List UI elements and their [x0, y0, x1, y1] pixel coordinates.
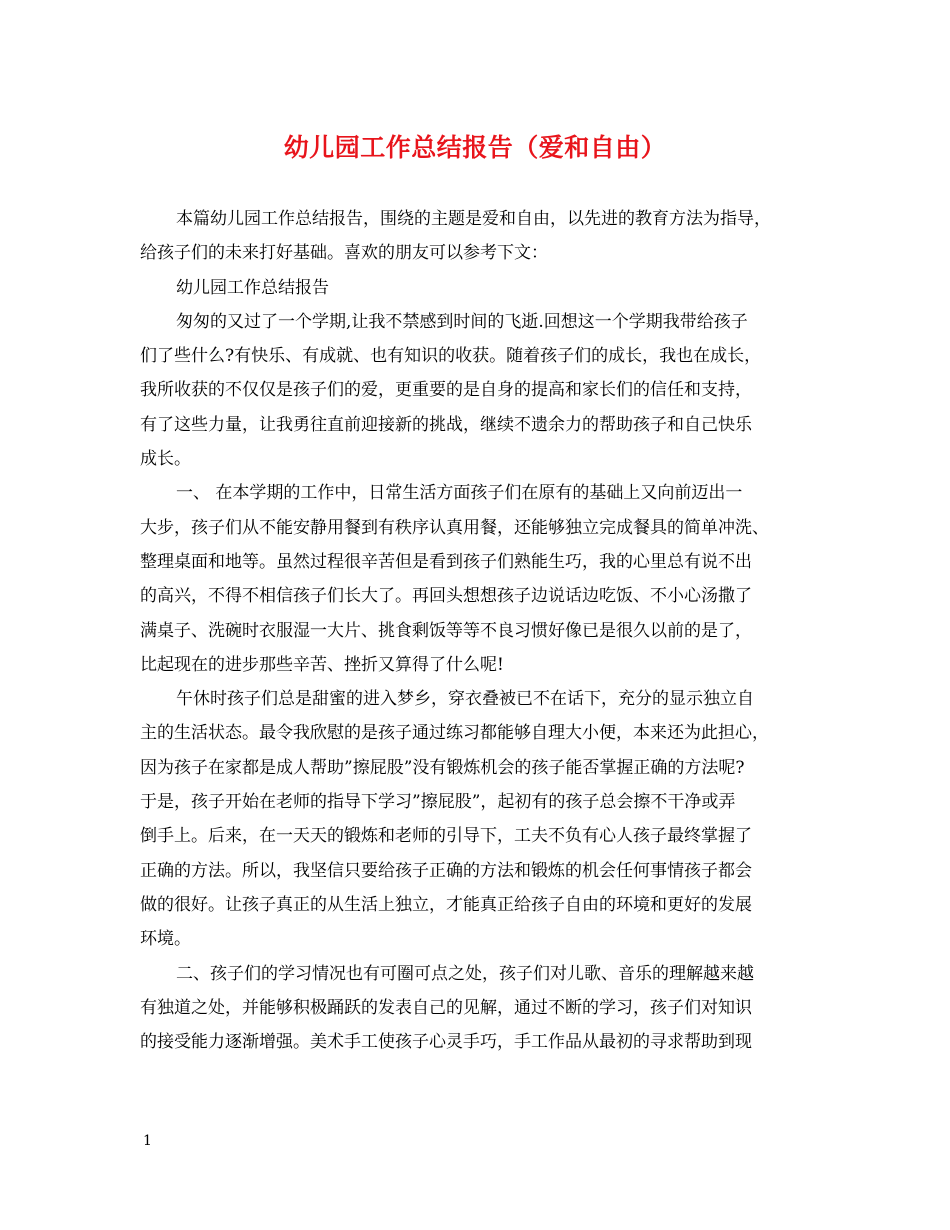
text-line: 倒手上。后来，在一天天的锻炼和老师的引导下，工夫不负有心人孩子最终掌握了 — [140, 826, 752, 847]
text-line: 匆匆的又过了一个学期,让我不禁感到时间的飞逝.回想这一个学期我带给孩子 — [176, 311, 748, 332]
text-line: 们了些什么?有快乐、有成就、也有知识的收获。随着孩子们的成长，我也在成长， — [140, 346, 762, 367]
text-line: 本篇幼儿园工作总结报告，围绕的主题是爱和自由，以先进的教育方法为指导， — [176, 209, 771, 229]
text-line: 有独道之处，并能够积极踊跃的发表自己的见解，通过不断的学习，孩子们对知识 — [140, 997, 752, 1018]
text-line: 二、孩子们的学习情况也有可圈可点之处，孩子们对儿歌、音乐的理解越来越 — [176, 963, 754, 984]
text-line: 大步，孩子们从不能安静用餐到有秩序认真用餐，还能够独立完成餐具的简单冲洗、 — [140, 517, 769, 538]
text-line: 有了这些力量，让我勇往直前迎接新的挑战，继续不遗余力的帮助孩子和自己快乐 — [140, 414, 752, 435]
document-body — [140, 202, 822, 1059]
text-line: 比起现在的进步那些辛苦、挫折又算得了什么呢! — [140, 654, 504, 675]
text-line: 环境。 — [140, 929, 191, 950]
text-line: 满桌子、洗碗时衣服湿一大片、挑食剩饭等等不良习惯好像已是很久以前的是了， — [140, 620, 752, 641]
text-line: 因为孩子在家都是成人帮助”擦屁股”没有锻炼机会的孩子能否掌握正确的方法呢? — [140, 757, 745, 778]
page-number: 1 — [143, 1133, 152, 1149]
text-line: 整理桌面和地等。虽然过程很辛苦但是看到孩子们熟能生巧，我的心里总有说不出 — [140, 551, 752, 572]
text-line: 幼儿园工作总结报告 — [176, 277, 329, 298]
text-line: 午休时孩子们总是甜蜜的进入梦乡，穿衣叠被已不在话下，充分的显示独立自 — [176, 689, 754, 710]
text-line: 主的生活状态。最令我欣慰的是孩子通过练习都能够自理大小便，本来还为此担心， — [140, 723, 769, 744]
text-line: 给孩子们的未来打好基础。喜欢的朋友可以参考下文： — [140, 243, 548, 264]
text-line: 的接受能力逐渐增强。美术手工使孩子心灵手巧，手工作品从最初的寻求帮助到现 — [140, 1032, 752, 1053]
text-line: 正确的方法。所以，我坚信只要给孩子正确的方法和锻炼的机会任何事情孩子都会 — [140, 860, 752, 881]
text-line: 于是，孩子开始在老师的指导下学习”擦屁股”，起初有的孩子总会擦不干净或弄 — [140, 792, 736, 813]
text-line: 一、 在本学期的工作中，日常生活方面孩子们在原有的基础上又向前迈出一 — [176, 483, 743, 504]
document-title: 幼儿园工作总结报告（爱和自由） — [283, 133, 667, 162]
text-line: 我所收获的不仅仅是孩子们的爱，更重要的是自身的提高和家长们的信任和支持， — [140, 380, 752, 401]
text-line: 做的很好。让孩子真正的从生活上独立，才能真正给孩子自由的环境和更好的发展 — [140, 894, 752, 915]
text-line: 成长。 — [140, 449, 191, 470]
text-line: 的高兴，不得不相信孩子们长大了。再回头想想孩子边说话边吃饭、不小心汤撒了 — [140, 586, 752, 607]
